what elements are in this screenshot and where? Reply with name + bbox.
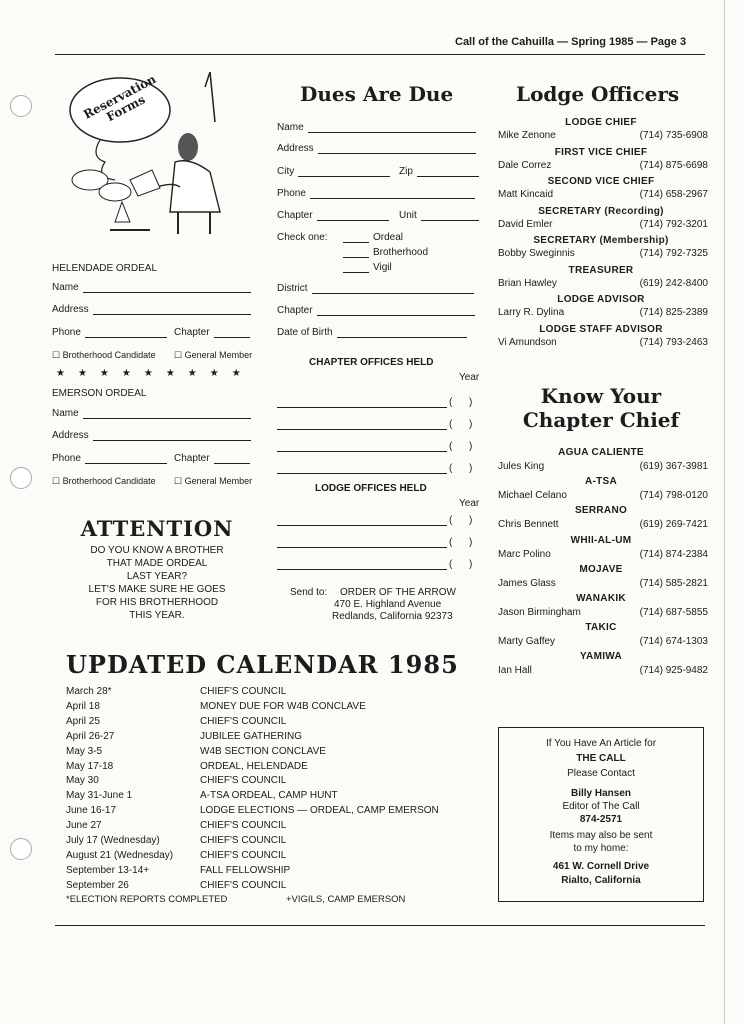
chief-phone: (619) 367-3981	[639, 461, 708, 472]
chief-entry	[498, 461, 708, 472]
chapter-name: MOJAVE	[579, 563, 623, 575]
field-label: District	[277, 283, 308, 294]
calendar-event: W4B SECTION CONCLAVE	[200, 745, 326, 757]
send-to-address	[332, 587, 456, 623]
attention-line: DO YOU KNOW A BROTHER	[90, 545, 224, 556]
chapter-name: WANAKIK	[576, 593, 626, 604]
officer-phone: (714) 658-2967	[639, 189, 708, 200]
calendar-date: August 21 (Wednesday)	[66, 849, 174, 861]
chief-phone: (714) 674-1303	[639, 636, 708, 648]
calendar-date: March 28*	[66, 686, 112, 697]
reservation-badge: Reservation Forms	[81, 71, 159, 125]
star-divider: ★★★★★★★★★	[56, 368, 254, 379]
calendar-date: June 27	[66, 820, 102, 832]
chief-entry	[498, 578, 708, 589]
field-label: Chapter	[174, 453, 210, 464]
chief-phone: (714) 798-0120	[639, 490, 708, 502]
chief-phone: (714) 874-2384	[639, 548, 708, 560]
chief-phone: (619) 269-7421	[639, 519, 708, 531]
chapter-offices-lines[interactable]: ( ) ( ) ( ) ( )	[277, 386, 482, 474]
officer-phone: (714) 875-6698	[639, 159, 708, 171]
calendar-event: CHIEF'S COUNCIL	[200, 835, 287, 846]
chapter-name: YAMIWA	[580, 651, 622, 663]
reservation-illustration	[60, 62, 260, 252]
field-label: Unit	[399, 210, 417, 221]
calendar-event: CHIEF'S COUNCIL	[200, 775, 287, 787]
binder-hole	[10, 95, 32, 117]
chief-entry	[498, 607, 708, 618]
chapter-name: A-TSA	[584, 476, 618, 488]
officer-name: Vi Amundson	[498, 336, 557, 348]
calendar-event: CHIEF'S COUNCIL	[200, 820, 287, 832]
helendade-general-checkbox[interactable]: ☐ General Member	[174, 350, 253, 360]
officer-name: Mike Zenone	[498, 130, 556, 141]
lodge-offices-year: Year	[459, 498, 480, 509]
vigil-option[interactable]	[343, 262, 392, 273]
attention-text	[52, 544, 262, 622]
officer-name: David Emler	[498, 218, 553, 230]
calendar-event: FALL FELLOWSHIP	[200, 864, 291, 876]
box-line: Rialto, California	[561, 875, 641, 886]
calendar-event: A-TSA ORDEAL, CAMP HUNT	[200, 790, 338, 802]
calendar-date: May 31-June 1	[66, 790, 133, 802]
ordeal-option[interactable]	[343, 232, 403, 243]
chief-entry	[498, 549, 708, 560]
binder-hole	[10, 467, 32, 489]
dues-phone-field[interactable]	[277, 188, 475, 199]
address-line: Redlands, California 92373	[332, 611, 453, 622]
dues-chapter-field[interactable]	[277, 210, 389, 221]
chief-phone: (714) 925-9482	[639, 665, 708, 677]
chief-name: Marc Polino	[498, 548, 551, 560]
officer-role: TREASURER	[568, 264, 634, 276]
calendar-event: CHIEF'S COUNCIL	[200, 879, 287, 891]
binder-hole	[10, 838, 32, 860]
box-line: Please Contact	[567, 768, 635, 779]
calendar-date: April 25	[66, 715, 100, 727]
officer-entry	[498, 219, 708, 230]
field-label: Address	[52, 304, 89, 315]
chiefs-title-line: Chapter Chief	[522, 408, 680, 432]
chief-name: Michael Celano	[498, 490, 567, 502]
chapter-name: TAKIC	[585, 622, 617, 634]
page-header: Call of the Cahuilla — Spring 1985 — Page 3	[455, 36, 687, 48]
officer-role: SECRETARY (Recording)	[538, 205, 664, 217]
field-label: Address	[52, 430, 89, 441]
chapter-name: AGUA CALIENTE	[558, 447, 644, 458]
calendar-date: September 26	[66, 879, 129, 891]
box-line: Billy Hansen	[570, 788, 632, 799]
helendade-name-field[interactable]	[52, 282, 251, 293]
chief-entry	[498, 519, 708, 530]
calendar-date: May 30	[66, 775, 99, 787]
field-label: Chapter	[277, 210, 313, 221]
address-line: ORDER OF THE ARROW	[340, 587, 456, 598]
field-label: Date of Birth	[277, 327, 333, 338]
officer-phone: (714) 825-2389	[639, 307, 708, 318]
send-to-label: Send to:	[290, 587, 328, 598]
field-label: Address	[277, 143, 314, 154]
officer-name: Bobby Sweginnis	[498, 248, 575, 259]
box-line: THE CALL	[576, 753, 626, 764]
dues-zip-field[interactable]	[399, 166, 479, 177]
chapter-name: SERRANO	[574, 505, 628, 517]
officer-entry	[498, 130, 708, 141]
box-line: 874-2571	[579, 814, 623, 825]
calendar-event: CHIEF'S COUNCIL	[200, 686, 287, 697]
calendar-event: CHIEF'S COUNCIL	[200, 715, 287, 727]
officer-role: LODGE CHIEF	[565, 117, 637, 128]
field-label: Phone	[52, 453, 81, 464]
header-rule	[55, 54, 705, 55]
calendar-date: May 17-18	[66, 760, 114, 772]
officer-role: LODGE ADVISOR	[557, 294, 645, 305]
calendar-event: JUBILEE GATHERING	[200, 730, 303, 742]
officer-entry	[498, 278, 708, 289]
emerson-general-checkbox[interactable]: ☐ General Member	[174, 476, 253, 486]
chief-entry	[498, 665, 708, 676]
chiefs-title	[498, 384, 704, 432]
officer-role: LODGE STAFF ADVISOR	[539, 323, 663, 335]
officer-phone: (714) 735-6908	[639, 130, 708, 141]
calendar-date: September 13-14+	[66, 864, 150, 876]
chapter-offices-title: CHAPTER OFFICES HELD	[309, 357, 434, 368]
attention-line: LAST YEAR?	[126, 571, 188, 582]
field-label: Name	[52, 282, 79, 293]
officer-phone: (714) 792-3201	[639, 218, 708, 230]
calendar-event: LODGE ELECTIONS — ORDEAL, CAMP EMERSON	[200, 805, 439, 817]
officer-entry	[498, 189, 708, 200]
chapter-name: WHII-AL-UM	[570, 534, 632, 546]
calendar-title: UPDATED CALENDAR 1985	[66, 650, 459, 679]
officer-role: FIRST VICE CHIEF	[554, 146, 648, 158]
box-line: to my home:	[573, 843, 629, 854]
field-label: Name	[277, 122, 304, 133]
officer-entry	[498, 160, 708, 171]
emerson-brotherhood-checkbox[interactable]: ☐ Brotherhood Candidate	[52, 476, 156, 486]
dues-address-field[interactable]	[277, 143, 476, 154]
officer-name: Larry R. Dylina	[498, 307, 565, 318]
chief-name: Jules King	[498, 461, 545, 472]
dues-district-field[interactable]	[277, 283, 474, 294]
article-contact-box	[498, 727, 704, 902]
chiefs-title-line: Know Your	[540, 384, 662, 408]
dues-name-field[interactable]	[277, 122, 476, 133]
officer-role: SECOND VICE CHIEF	[547, 176, 655, 187]
field-label: Zip	[399, 166, 413, 177]
officer-entry	[498, 248, 708, 259]
field-label: Name	[52, 408, 79, 419]
helendade-address-field[interactable]	[52, 304, 251, 315]
helendade-phone-field[interactable]	[52, 327, 167, 338]
calendar-event: CHIEF'S COUNCIL	[200, 849, 287, 861]
box-line: 461 W. Cornell Drive	[552, 861, 650, 872]
chief-name: Chris Bennett	[498, 519, 559, 531]
field-label: Chapter	[174, 327, 210, 338]
attention-title: ATTENTION	[80, 516, 234, 541]
officer-name: Brian Hawley	[498, 277, 557, 289]
box-line: Items may also be sent	[549, 830, 653, 841]
attention-line: THAT MADE ORDEAL	[106, 558, 208, 569]
chief-name: Jason Birmingham	[498, 607, 581, 618]
chief-phone: (714) 585-2821	[639, 577, 708, 589]
box-line: If You Have An Article for	[545, 738, 657, 749]
chapter-offices-year: Year	[459, 372, 480, 383]
emerson-phone-field[interactable]	[52, 453, 167, 464]
field-label: Phone	[52, 327, 81, 338]
page-edge	[724, 0, 725, 1024]
brotherhood-option[interactable]	[343, 247, 428, 258]
calendar-date: July 17 (Wednesday)	[66, 835, 160, 846]
officer-entry	[498, 307, 708, 318]
option-label: Vigil	[373, 262, 392, 273]
dues-dob-field[interactable]	[277, 327, 467, 338]
helendade-title: HELENDADE ORDEAL	[52, 263, 158, 274]
attention-line: LET'S MAKE SURE HE GOES	[88, 584, 226, 595]
option-label: Brotherhood	[373, 247, 429, 258]
officer-phone: (714) 792-7325	[639, 248, 708, 259]
officer-phone: (714) 793-2463	[639, 336, 708, 348]
chief-entry	[498, 636, 708, 647]
helendade-chapter-field[interactable]	[174, 327, 250, 338]
officers-title: Lodge Officers	[516, 82, 680, 106]
field-label: Chapter	[277, 305, 313, 316]
lodge-offices-title: LODGE OFFICES HELD	[315, 483, 427, 494]
footer-rule	[55, 925, 705, 926]
dues-unit-field[interactable]	[399, 210, 479, 221]
emerson-address-field[interactable]	[52, 430, 251, 441]
emerson-chapter-field[interactable]	[174, 453, 250, 464]
helendade-brotherhood-checkbox[interactable]: ☐ Brotherhood Candidate	[52, 350, 156, 360]
officer-role: SECRETARY (Membership)	[533, 235, 669, 246]
chief-name: James Glass	[498, 577, 556, 589]
emerson-name-field[interactable]	[52, 408, 251, 419]
chief-entry	[498, 490, 708, 501]
lodge-offices-lines[interactable]: ( ) ( ) ( )	[277, 504, 482, 570]
dues-chapter2-field[interactable]	[277, 305, 475, 316]
calendar-event: MONEY DUE FOR W4B CONCLAVE	[200, 700, 366, 712]
check-one-label: Check one:	[277, 232, 328, 243]
box-line: Editor of The Call	[562, 801, 640, 812]
officer-name: Matt Kincaid	[498, 189, 554, 200]
chief-name: Marty Gaffey	[498, 636, 556, 648]
chief-name: Ian Hall	[498, 665, 532, 677]
calendar-note: *ELECTION REPORTS COMPLETED	[66, 894, 228, 905]
address-line: 470 E. Highland Avenue	[334, 599, 442, 610]
officer-name: Dale Correz	[498, 159, 552, 171]
calendar-date: May 3-5	[66, 745, 103, 757]
field-label: City	[277, 166, 295, 177]
officer-phone: (619) 242-8400	[639, 277, 708, 289]
officer-entry	[498, 337, 708, 348]
calendar-date: April 18	[66, 700, 100, 712]
calendar-note: +VIGILS, CAMP EMERSON	[286, 894, 406, 905]
attention-line: THIS YEAR.	[129, 610, 185, 621]
dues-city-field[interactable]	[277, 166, 390, 177]
field-label: Phone	[277, 188, 306, 199]
calendar-date: April 26-27	[66, 730, 115, 742]
dues-title: Dues Are Due	[300, 82, 454, 106]
attention-line: FOR HIS BROTHERHOOD	[95, 597, 219, 608]
attention-block	[52, 516, 262, 622]
calendar-event: ORDEAL, HELENDADE	[200, 760, 308, 772]
calendar-date: June 16-17	[66, 805, 117, 817]
emerson-title: EMERSON ORDEAL	[52, 388, 147, 399]
chief-phone: (714) 687-5855	[639, 607, 708, 618]
option-label: Ordeal	[373, 232, 404, 243]
